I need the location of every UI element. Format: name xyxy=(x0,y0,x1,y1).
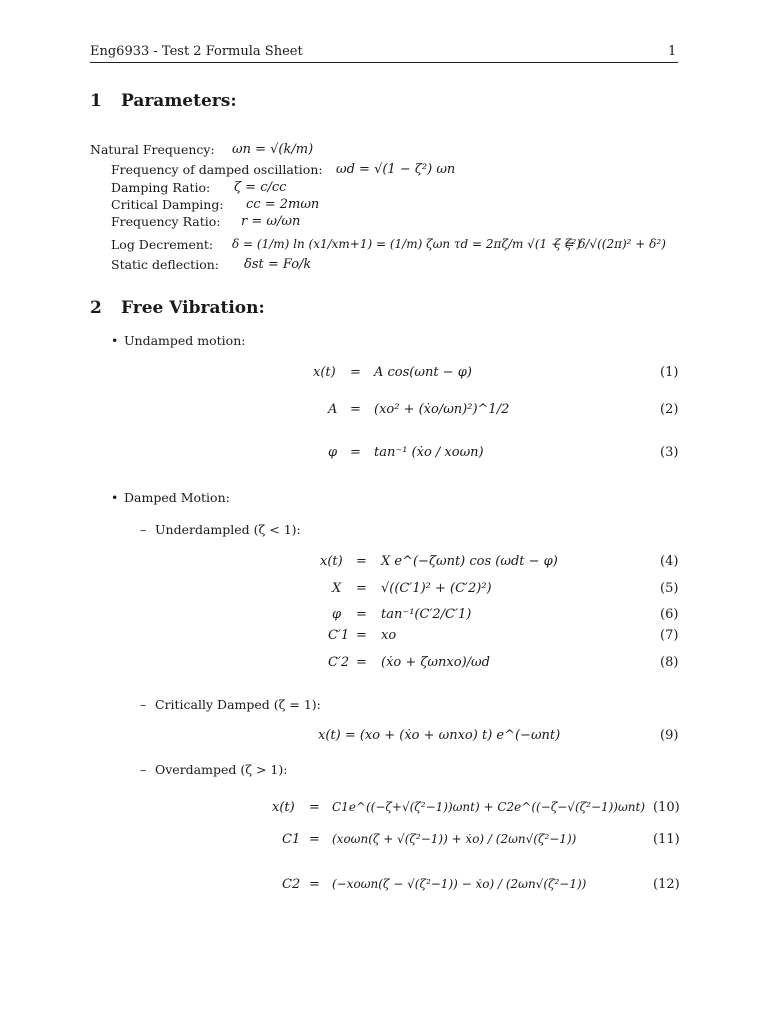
eq7-rhs: xo xyxy=(381,628,397,643)
eq3-rhs: tan⁻¹ (ẋo / xoωn) xyxy=(374,445,484,460)
eq10-rhs: C1e^((−ζ+√(ζ²−1))ωnt) + C2e^((−ζ−√(ζ²−1))ωnt) xyxy=(332,800,646,814)
dash-marker: – xyxy=(140,762,147,777)
page-number: 1 xyxy=(668,44,677,59)
eq5-lhs: X xyxy=(332,581,342,596)
bullet-damped: Damped Motion: xyxy=(124,490,230,505)
eq4-lhs: x(t) xyxy=(320,554,343,569)
eq7-equals: = xyxy=(356,628,367,643)
dash-marker: – xyxy=(140,697,147,712)
eq11-lhs: C1 xyxy=(282,832,301,847)
param-label-log-decrement: Log Decrement: xyxy=(111,237,214,252)
eq2-equals: = xyxy=(350,402,361,417)
eq5-number: (5) xyxy=(660,581,679,596)
eq3-equals: = xyxy=(350,445,361,460)
param-label-critical-damping: Critical Damping: xyxy=(111,197,224,212)
eq12-equals: = xyxy=(309,877,320,892)
bullet-undamped: Undamped motion: xyxy=(124,333,246,348)
param-formula-zeta-from-delta: ζ = δ/√((2π)² + δ²) xyxy=(554,237,666,251)
param-label-static-deflection: Static deflection: xyxy=(111,257,219,272)
eq6-equals: = xyxy=(356,607,367,622)
eq5-rhs: √((C′1)² + (C′2)²) xyxy=(381,581,492,596)
param-formula-static-deflection: δst = Fo/k xyxy=(244,257,312,272)
eq3-number: (3) xyxy=(660,445,679,460)
eq1-equals: = xyxy=(350,365,361,380)
eq8-rhs: (ẋo + ζωnxo)/ωd xyxy=(381,655,490,670)
eq12-lhs: C2 xyxy=(282,877,301,892)
section-1-number: 1 xyxy=(90,91,102,111)
subcase-overdamped: Overdamped (ζ > 1): xyxy=(155,762,288,777)
section-1-title: Parameters: xyxy=(121,91,237,111)
eq10-lhs: x(t) xyxy=(272,800,295,815)
param-formula-damped-frequency: ωd = √(1 − ζ²) ωn xyxy=(336,162,456,177)
eq7-number: (7) xyxy=(660,628,679,643)
eq2-number: (2) xyxy=(660,402,679,417)
eq4-number: (4) xyxy=(660,554,679,569)
param-formula-frequency-ratio: r = ω/ωn xyxy=(241,214,301,229)
eq4-rhs: X e^(−ζωnt) cos (ωdt − φ) xyxy=(381,554,558,569)
eq9-rhs: x(t) = (xo + (ẋo + ωnxo) t) e^(−ωnt) xyxy=(318,728,561,743)
eq6-number: (6) xyxy=(660,607,679,622)
eq5-equals: = xyxy=(356,581,367,596)
param-label-frequency-ratio: Frequency Ratio: xyxy=(111,214,221,229)
eq7-lhs: C′1 xyxy=(328,628,350,643)
eq1-lhs: x(t) xyxy=(313,365,336,380)
eq2-rhs: (xo² + (ẋo/ωn)²)^1/2 xyxy=(374,402,510,417)
eq11-equals: = xyxy=(309,832,320,847)
eq9-number: (9) xyxy=(660,728,679,743)
param-formula-critical-damping: cc = 2mωn xyxy=(246,197,320,212)
eq10-number: (10) xyxy=(653,800,680,815)
eq1-number: (1) xyxy=(660,365,679,380)
eq3-lhs: φ xyxy=(328,445,338,460)
header-rule xyxy=(90,62,678,63)
eq11-number: (11) xyxy=(653,832,680,847)
subcase-critical: Critically Damped (ζ = 1): xyxy=(155,697,321,712)
header-title: Eng6933 - Test 2 Formula Sheet xyxy=(90,44,303,59)
eq10-equals: = xyxy=(309,800,320,815)
eq8-number: (8) xyxy=(660,655,679,670)
param-label-damped-frequency: Frequency of damped oscillation: xyxy=(111,162,323,177)
eq1-rhs: A cos(ωnt − φ) xyxy=(374,365,472,380)
eq11-rhs: (xoωn(ζ + √(ζ²−1)) + ẋo) / (2ωn√(ζ²−1)) xyxy=(332,832,577,846)
bullet-marker: • xyxy=(111,490,119,505)
bullet-marker: • xyxy=(111,333,119,348)
param-formula-natural-frequency: ωn = √(k/m) xyxy=(232,142,314,157)
eq8-lhs: C′2 xyxy=(328,655,350,670)
section-2-number: 2 xyxy=(90,298,102,318)
param-label-natural-frequency: Natural Frequency: xyxy=(90,142,215,157)
dash-marker: – xyxy=(140,522,147,537)
eq8-equals: = xyxy=(356,655,367,670)
eq6-lhs: φ xyxy=(332,607,342,622)
eq12-number: (12) xyxy=(653,877,680,892)
eq12-rhs: (−xoωn(ζ − √(ζ²−1)) − ẋo) / (2ωn√(ζ²−1)) xyxy=(332,877,587,891)
eq6-rhs: tan⁻¹(C′2/C′1) xyxy=(381,607,472,622)
subcase-underdamped: Underdampled (ζ < 1): xyxy=(155,522,301,537)
section-2-title: Free Vibration: xyxy=(121,298,265,318)
param-formula-log-decrement: δ = (1/m) ln (x1/xm+1) = (1/m) ζωn τd = 2πζ/m √(1 − ζ²) xyxy=(232,237,581,251)
param-formula-damping-ratio: ζ = c/cc xyxy=(234,180,287,195)
param-label-damping-ratio: Damping Ratio: xyxy=(111,180,211,195)
eq4-equals: = xyxy=(356,554,367,569)
eq2-lhs: A xyxy=(328,402,338,417)
